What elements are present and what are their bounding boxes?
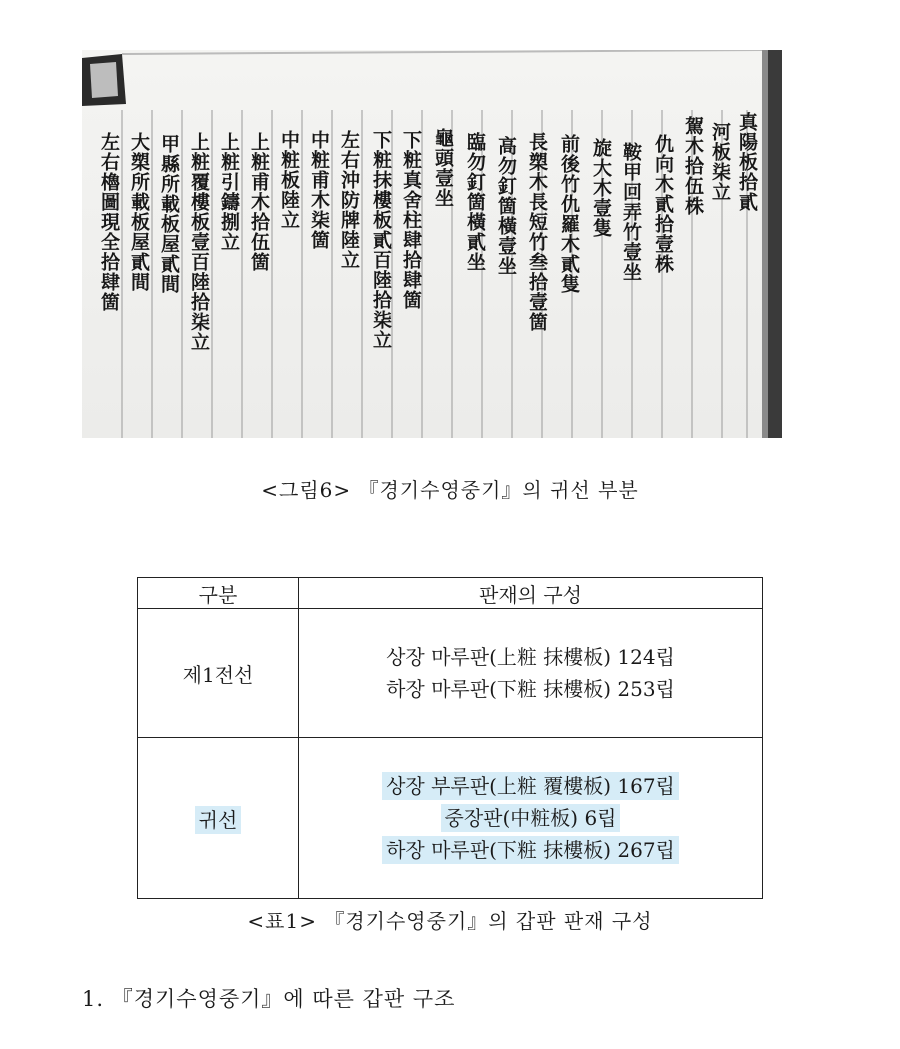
composition-line: 상장 마루판(上粧 抹樓板) 124립 xyxy=(386,645,675,669)
table-header-category: 구분 xyxy=(138,578,299,609)
manuscript-column: 下粧真舍柱肆拾肆箇 xyxy=(400,130,422,310)
manuscript-column: 中粧板陸立 xyxy=(278,130,300,230)
figure-caption: <그림6> 『경기수영중기』의 귀선 부분 xyxy=(261,478,639,502)
section-heading: 1. 『경기수영중기』에 따른 갑판 구조 xyxy=(82,987,456,1011)
manuscript-column: 駕木拾伍株 xyxy=(682,116,704,216)
manuscript-column: 上粧引鑄捌立 xyxy=(218,132,240,252)
manuscript-column: 鞍甲回弄竹壹坐 xyxy=(620,142,642,282)
manuscript-column: 旋大木壹隻 xyxy=(590,138,612,238)
manuscript-column: 中粧甫木柒箇 xyxy=(308,130,330,250)
row-category xyxy=(138,738,299,899)
row-category: 제1전선 xyxy=(138,609,299,738)
composition-line: 상장 부루판(上粧 覆樓板) 167립 xyxy=(382,772,679,800)
manuscript-column: 大槊所載板屋貳間 xyxy=(128,132,150,292)
manuscript-column: 真陽板拾貳 xyxy=(736,112,758,212)
table-row xyxy=(138,609,763,738)
manuscript-column: 左右櫓圖現全拾肆箇 xyxy=(98,132,120,312)
manuscript-column: 仇向木貳拾壹株 xyxy=(652,134,674,274)
plank-composition-table xyxy=(137,577,763,899)
manuscript-image xyxy=(82,50,782,438)
manuscript-column: 左右沖防牌陸立 xyxy=(338,130,360,270)
manuscript-column: 臨勿釘箇橫貳坐 xyxy=(464,132,486,272)
highlighted-category: 귀선 xyxy=(195,806,242,834)
row-composition xyxy=(299,609,763,738)
table-caption: <표1> 『경기수영중기』의 갑판 판재 구성 xyxy=(247,909,653,933)
composition-line: 중장판(中粧板) 6립 xyxy=(441,804,621,832)
manuscript-column: 下粧抹樓板貳百陸拾柒立 xyxy=(370,130,392,350)
manuscript-column: 甲縣所載板屋貳間 xyxy=(158,134,180,294)
manuscript-column: 龜頭壹坐 xyxy=(432,128,454,208)
manuscript-column: 上粧甫木拾伍箇 xyxy=(248,132,270,272)
manuscript-column: 高勿釘箇橫壹坐 xyxy=(495,136,517,276)
composition-line: 하장 마루판(下粧 抹樓板) 267립 xyxy=(382,836,679,864)
table-header-composition: 판재의 구성 xyxy=(299,578,763,609)
manuscript-background xyxy=(82,50,782,438)
manuscript-column: 前後竹仇羅木貳隻 xyxy=(558,134,580,294)
table-row xyxy=(138,738,763,899)
manuscript-column: 河板柒立 xyxy=(709,122,731,202)
row-composition xyxy=(299,738,763,899)
composition-line: 하장 마루판(下粧 抹樓板) 253립 xyxy=(386,677,675,701)
manuscript-column: 長槊木長短竹叁拾壹箇 xyxy=(526,132,548,332)
manuscript-column: 上粧覆樓板壹百陸拾柒立 xyxy=(188,132,210,352)
